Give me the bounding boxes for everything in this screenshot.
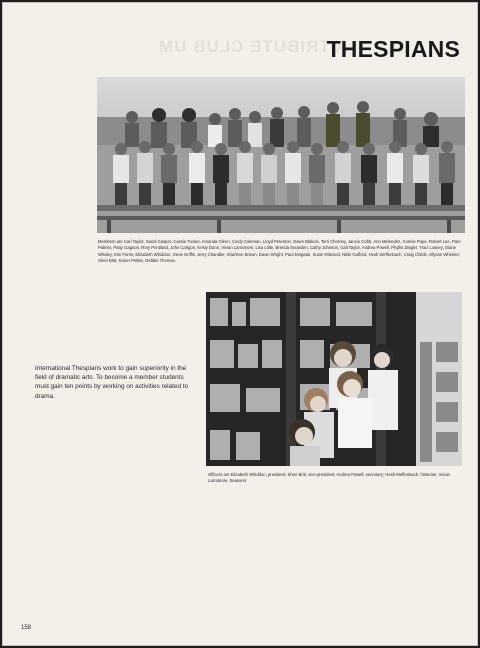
group-photo bbox=[97, 77, 465, 233]
page-number: 158 bbox=[21, 625, 32, 631]
officers-photo-caption: Officers are Elizabeth Whiddon, president; Sheri Britt, vice-president; Andrea Powell, secretary; Heidi Weffenbach, historian; Vivian Larramore, treasurer. bbox=[208, 472, 450, 484]
bleed-through-text: A TRIBUTE CLUB UM bbox=[158, 37, 349, 56]
yearbook-page bbox=[2, 2, 478, 646]
group-photo-caption: Members are Cari Taylor, Sandi Casper, Cassie Tucker, Amanda Glenn, Cindy Coleman, Lloyd Peterson, Dawn Blalock, Terri Chorney, Jancie Cobb, Ann Melendez, Connie Pope, Robert Lee, Pam Palmer, Patty Gagnon, Rory Pentland, John Carlgon, Kristy Dunn, Vivian Larramore, Lisa Little, Brenda Snowden, Cathy Johnson, Gail Taylor, Andrea Powell, Phyllis Zeigler, Traci Lowery, Diane Whaley, Kim Furris, Elizabeth Whiddon, Gene Griffis, Jerry Chandler, Sharlene Brown, Dawn Wright, Paul Delgado, Susie Ottwood, Nikki Gafford, Heidi Weffenbach, Craig Childs, Allyson Wheeler, Sheri Britt, Karen Pettite, Debbie Thomas. bbox=[98, 239, 461, 264]
group-photo-image bbox=[97, 77, 465, 233]
officers-photo-image bbox=[206, 292, 462, 466]
officers-photo bbox=[206, 292, 462, 466]
club-description: International Thespians work to gain superiority in the field of dramatic arts. To become a member students must gain ten points by working on activities related to drama. bbox=[35, 365, 189, 400]
page-title: THESPIANS bbox=[326, 36, 460, 62]
